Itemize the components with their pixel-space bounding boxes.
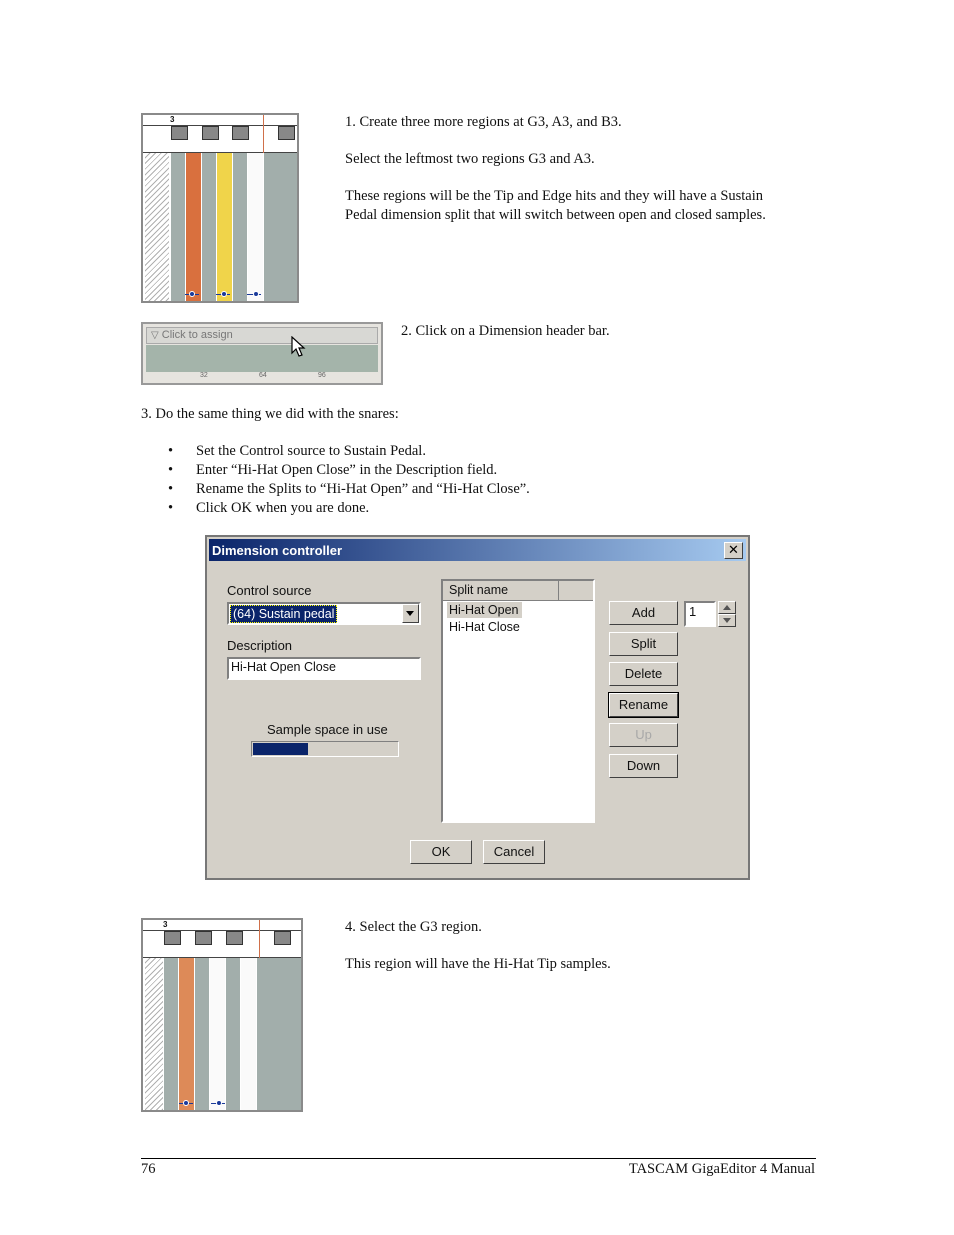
list-item[interactable]: Hi-Hat Open	[447, 602, 522, 618]
down-button[interactable]: Down	[609, 754, 678, 778]
region[interactable]	[195, 958, 209, 1110]
step4-text: 4. Select the G3 region. This region will have the Hi-Hat Tip samples.	[345, 919, 611, 972]
dialog-titlebar	[209, 539, 746, 561]
position-marker	[259, 920, 260, 958]
black-key	[226, 931, 243, 945]
octave-label: 3	[163, 920, 168, 929]
spin-up-button[interactable]	[718, 601, 736, 614]
list-item: • Enter “Hi-Hat Open Close” in the Description field.	[168, 462, 498, 478]
close-button[interactable]	[724, 542, 743, 559]
black-key	[278, 126, 295, 140]
region-a3-selected[interactable]	[217, 153, 232, 301]
cancel-button[interactable]: Cancel	[483, 840, 545, 864]
region-b3[interactable]	[248, 153, 263, 301]
keyboard-figure-1	[141, 113, 299, 303]
region-handle[interactable]	[189, 291, 195, 297]
region-handle[interactable]	[221, 291, 227, 297]
keyboard-keys	[143, 920, 301, 958]
description-input[interactable]: Hi-Hat Open Close	[227, 657, 421, 680]
black-key	[195, 931, 212, 945]
mouse-cursor-icon	[291, 336, 307, 358]
column-header-split-name[interactable]: Split name	[443, 581, 559, 601]
step3-intro: 3. Do the same thing we did with the snares:	[141, 406, 399, 422]
split-button[interactable]: Split	[609, 632, 678, 656]
dropdown-button[interactable]	[402, 604, 419, 623]
chevron-up-icon	[719, 602, 735, 613]
up-button[interactable]: Up	[609, 723, 678, 747]
region-handle[interactable]	[216, 1100, 222, 1106]
dimension-controller-dialog	[205, 535, 750, 880]
black-key	[232, 126, 249, 140]
keyboard-figure-2	[141, 918, 303, 1112]
region-g3-selected[interactable]	[179, 958, 194, 1110]
black-key	[164, 931, 181, 945]
click-to-assign-label: Click to assign	[161, 329, 233, 341]
step2-text: 2. Click on a Dimension header bar.	[401, 323, 610, 339]
region[interactable]	[257, 958, 301, 1110]
region[interactable]	[171, 153, 185, 301]
octave-label: 3	[170, 115, 175, 124]
dimension-scale: 32 64 96	[200, 372, 326, 379]
region[interactable]	[264, 153, 297, 301]
position-marker	[263, 115, 264, 153]
list-item: • Click OK when you are done.	[168, 500, 370, 516]
add-button[interactable]: Add	[609, 601, 678, 625]
black-key	[171, 126, 188, 140]
chevron-down-icon: ▽	[151, 330, 159, 341]
hatched-area	[145, 958, 163, 1110]
dialog-title: Dimension controller	[212, 543, 343, 558]
control-source-select[interactable]	[227, 602, 421, 625]
split-list-header	[443, 581, 593, 601]
region-handle[interactable]	[253, 291, 259, 297]
keyboard-keys	[143, 115, 297, 153]
split-list[interactable]	[441, 579, 595, 823]
ok-button[interactable]: OK	[410, 840, 472, 864]
count-spinner[interactable]	[718, 601, 736, 627]
region-g3-selected[interactable]	[186, 153, 201, 301]
sample-space-progress	[251, 741, 399, 757]
control-source-label: Control source	[227, 583, 312, 598]
dimension-header-figure	[141, 322, 383, 385]
list-item: • Rename the Splits to “Hi-Hat Open” and “Hi-Hat Close”.	[168, 481, 530, 497]
dimension-header-bar[interactable]	[146, 327, 378, 344]
footer-rule	[141, 1158, 816, 1159]
list-item: • Set the Control source to Sustain Pedal.	[168, 443, 426, 459]
control-source-value: (64) Sustain pedal	[230, 605, 337, 623]
sample-space-label: Sample space in use	[267, 722, 388, 737]
black-key	[202, 126, 219, 140]
step1-text: 1. Create three more regions at G3, A3, and B3. Select the leftmost two regions G3 and A3. These regions will be the Tip and Edge hits and they will have a Sustain Pedal dimension split that will switch between open and closed samples.	[345, 114, 766, 223]
delete-button[interactable]: Delete	[609, 662, 678, 686]
spin-down-button[interactable]	[718, 614, 736, 627]
description-label: Description	[227, 638, 293, 653]
list-item[interactable]: Hi-Hat Close	[449, 620, 520, 634]
rename-button[interactable]: Rename	[609, 693, 678, 717]
dimension-zone	[146, 345, 378, 372]
hatched-area	[145, 153, 169, 301]
region-handle[interactable]	[183, 1100, 189, 1106]
region[interactable]	[226, 958, 240, 1110]
region[interactable]	[202, 153, 216, 301]
chevron-down-icon	[403, 605, 418, 622]
page-number: 76	[141, 1161, 156, 1177]
progress-fill	[253, 743, 308, 755]
black-key	[274, 931, 291, 945]
close-icon: ✕	[728, 542, 739, 557]
manual-title: TASCAM GigaEditor 4 Manual	[628, 1161, 815, 1177]
region-b3[interactable]	[241, 958, 256, 1110]
step3-bullet-list	[168, 442, 768, 518]
region[interactable]	[233, 153, 247, 301]
chevron-down-icon	[719, 615, 735, 626]
region[interactable]	[164, 958, 178, 1110]
count-input[interactable]: 1	[684, 601, 716, 627]
region-a3[interactable]	[210, 958, 225, 1110]
